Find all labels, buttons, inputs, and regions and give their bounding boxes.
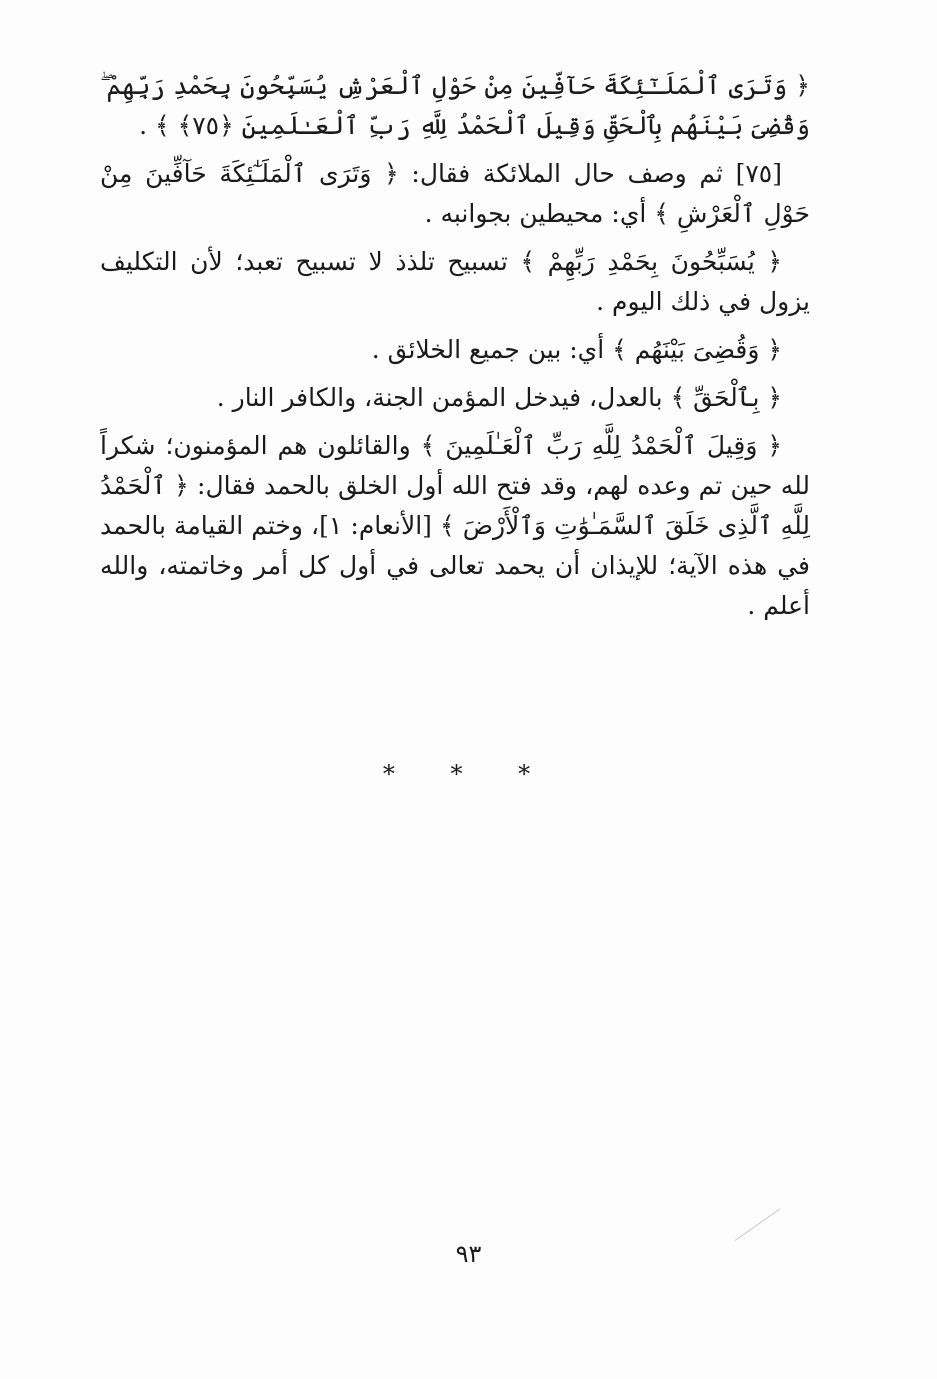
tafsir-paragraph: [٧٥] ثم وصف حال الملائكة فقال: ﴿ وَتَرَى ٱلْمَلَـٰٓئِكَةَ حَآفِّينَ مِنْ حَوْلِ ٱلْعَرْشِ ﴾ أي: محيطين بجوانبه . xyxy=(100,159,810,228)
tafsir-paragraph: ﴿ وَقُضِىَ بَيْنَهُم ﴾ أي: بين جميع الخلائق . xyxy=(371,335,782,364)
section-separator: * * * xyxy=(382,760,555,788)
quran-verse-paragraph: ﴿ وَتَرَى ٱلْمَلَـٰٓئِكَةَ حَآفِّينَ مِنْ حَوْلِ ٱلْعَرْشِ يُسَبِّحُونَ بِحَمْدِ رَبِّهِمْ ۖ وَقُضِىَ بَيْنَهُم بِٱلْحَقِّ وَقِيلَ ٱلْحَمْدُ لِلَّهِ رَبِّ ٱلْعَـٰلَمِينَ ﴿٧٥﴾ ﴾ . xyxy=(100,71,810,140)
pencil-mark xyxy=(735,1209,781,1241)
page-number: ٩٣ xyxy=(455,1240,482,1268)
tafsir-paragraph: ﴿ وَقِيلَ ٱلْحَمْدُ لِلَّهِ رَبِّ ٱلْعَـٰلَمِينَ ﴾ والقائلون هم المؤمنون؛ شكراً لله حين تم وعده لهم، وقد فتح الله أول الخلق بالحمد فقال: ﴿ ٱلْحَمْدُ لِلَّهِ ٱلَّذِى خَلَقَ ٱلسَّمَـٰوَٰتِ وَٱلْأَرْضَ ﴾ [الأنعام: ١]، وختم القيامة بالحمد في هذه الآية؛ للإيذان أن يحمد تعالى في أول كل أمر وخاتمته، والله أعلم . xyxy=(100,431,810,620)
tafsir-paragraph: ﴿ بِٱلْحَقِّ ﴾ بالعدل، فيدخل المؤمن الجنة، والكافر النار . xyxy=(216,383,782,412)
tafsir-paragraph: ﴿ يُسَبِّحُونَ بِحَمْدِ رَبِّهِمْ ﴾ تسبيح تلذذ لا تسبيح تعبد؛ لأن التكليف يزول في ذلك اليوم . xyxy=(100,247,810,316)
main-text xyxy=(100,66,810,634)
